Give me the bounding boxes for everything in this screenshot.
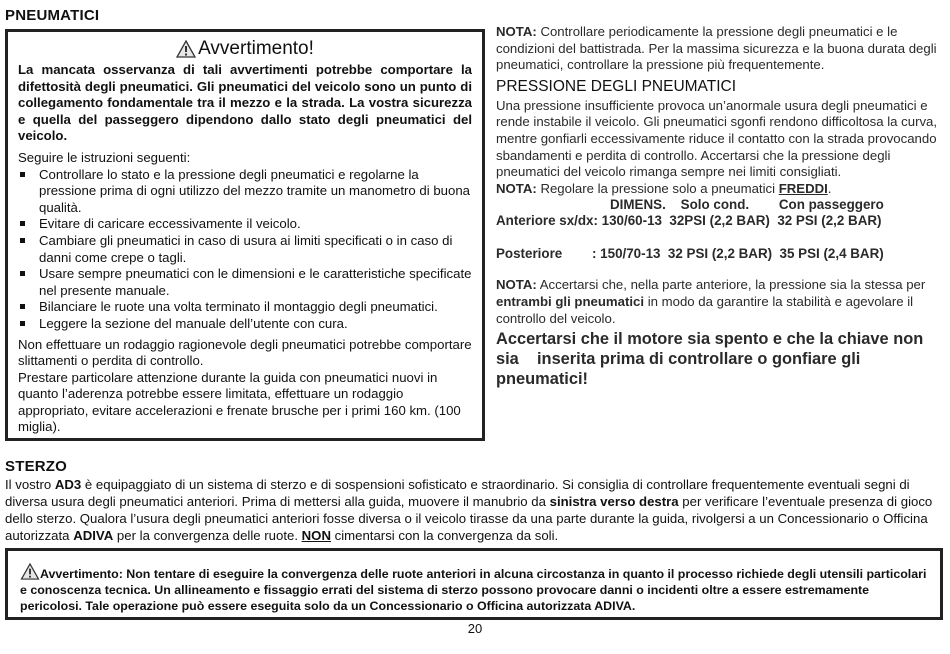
nota-label: NOTA: <box>496 180 537 196</box>
pressure-text: Una pressione insufficiente provoca un’anormale usura degli pneumatici e rende instabile il veicolo. Gli pneumatici sgonfi rendono difficoltosa la curva, mentre gonfiarli eccessivamente riduce il contatto con la strada provocando sbandamenti e perdita di controllo. Accertarsi che la pressione degli pneumatici del veicolo rimanga sempre nei limiti consigliati. <box>496 97 938 180</box>
nota-cold-tyres <box>496 181 944 198</box>
bullet-item: Leggere la sezione del manuale dell’utente con cura. <box>18 316 472 333</box>
warning-title-text: Avvertimento! <box>198 38 314 59</box>
break-in-paragraph: Non effettuare un rodaggio ragionevole degli pneumatici potrebbe comportare slittamenti o perdita di controllo. <box>18 336 472 369</box>
bullet-item: Bilanciare le ruote una volta terminato il montaggio degli pneumatici. <box>18 299 472 316</box>
nota-text: in modo da garantire la stabilità e agevolare il controllo del veicolo. <box>496 293 914 326</box>
page-number: 20 <box>467 621 483 636</box>
warning-bullet-list <box>18 167 472 333</box>
nota-label: NOTA: <box>496 24 537 39</box>
engine-off-warning: Accertarsi che il motore sia spento e che la chiave non sia inserita prima di controllare o gonfiare gli pneumatici! <box>496 330 928 389</box>
bullet-item: Controllare lo stato e la pressione degli pneumatici e regolarne la pressione prima di ogni utilizzo del mezzo tramite un manometro di buona qualità. <box>18 167 472 217</box>
nota-text: Controllare periodicamente la pressione degli pneumatici e le condizioni del battistrada. Per la massima sicurezza e la buona durata degli pneumatici, controllare la pressione più frequentemente. <box>496 24 937 73</box>
new-tyres-paragraph: Prestare particolare attenzione durante la guida con pneumatici nuovi in quanto l’aderenza potrebbe essere limitata, effettuare un rodaggio appropriato, evitare accelerazioni e frenate brusche per i primi 160 km. (100 miglia). <box>18 369 461 435</box>
nota-front-pressure <box>496 277 944 327</box>
nota-text: Regolare la pressione solo a pneumatici <box>536 180 779 196</box>
pressure-table-front: Anteriore sx/dx: 130/60-13 32PSI (2,2 BAR) 32 PSI (2,2 BAR) <box>496 213 882 229</box>
steering-text: per verificare l’eventuale presenza di gioco dello sterzo. Qualora l’usura degli pneumatici anteriori fosse diversa o il veicolo tirasse da una parte durante la guida, rivolgersi a un Concessionario o Officina autorizzata <box>5 494 933 543</box>
non-emphasis: NON <box>301 528 331 543</box>
warning-triangle-icon <box>176 40 196 58</box>
nota-text: . <box>827 180 832 196</box>
bullet-item: Cambiare gli pneumatici in caso di usura ai limiti specificati o in caso di danni come crepe o tagli. <box>18 233 472 266</box>
tyres-heading: PNEUMATICI <box>5 7 100 24</box>
nota-check-pressure <box>496 24 944 74</box>
both-tyres-emphasis: entrambi gli pneumatici <box>496 293 645 309</box>
steering-text: cimentarsi con la convergenza da soli. <box>330 528 559 543</box>
warning-intro: Seguire le istruzioni seguenti: <box>18 149 191 165</box>
warning-triangle-icon <box>20 563 40 580</box>
bullet-item: Usare sempre pneumatici con le dimensioni e le caratteristiche specificate nel presente manuale. <box>18 266 472 299</box>
nota-label: NOTA: <box>496 277 537 293</box>
cold-emphasis: FREDDI <box>778 180 828 196</box>
right-column <box>496 24 944 389</box>
pressure-table-rear: Posteriore : 150/70-13 32 PSI (2,2 BAR) 35 PSI (2,4 BAR) <box>496 246 884 262</box>
warning-bold-text: La mancata osservanza di tali avvertimenti potrebbe comportare la difettosità degli pneumatici. Gli pneumatici del veicolo sono un punto di collegamento fondamentale tra il mezzo e la strada. La vostra sicurezza e quella del passeggero dipendono dallo stato degli pneumatici del veicolo. <box>18 62 472 144</box>
steering-text: Il vostro <box>5 477 55 492</box>
direction-emphasis: sinistra verso destra <box>549 494 679 509</box>
brand-name: ADIVA <box>73 528 114 543</box>
steering-warning-box <box>5 548 943 620</box>
model-name: AD3 <box>54 477 82 492</box>
pressure-table-header: DIMENS. Solo cond. Con passeggero <box>610 197 884 213</box>
steering-paragraph <box>5 476 943 544</box>
steering-heading: STERZO <box>5 458 68 475</box>
steering-warning-text: Avvertimento: Non tentare di eseguire la convergenza delle ruote anteriori in alcuna circostanza in quanto il processo richiede degli utensili particolari e conoscenza tecnica. Un allineamento e fissaggio errati del sistema di sterzo possono provocare danni o incidenti oltre a essere estremamente pericolosi. Tale operazione può essere eseguita solo da un Concessionario o Officina autorizzata ADIVA. <box>20 567 927 613</box>
steering-text: è equipaggiato di un sistema di sterzo e di sospensioni sofisticato e straordinario. Si consiglia di controllare frequentemente eventuali segni di diversa usura degli pneumatici anteriori. Prima di mettersi alla guida, muovere il manubrio da <box>5 477 910 509</box>
bullet-item: Evitare di caricare eccessivamente il veicolo. <box>18 216 472 233</box>
steering-warning-text-wrap <box>20 563 930 614</box>
pressure-heading: PRESSIONE DEGLI PNEUMATICI <box>496 77 737 95</box>
steering-text: per la convergenza delle ruote. <box>113 528 302 543</box>
warning-title <box>18 38 472 60</box>
tyres-warning-box <box>5 29 485 441</box>
nota-text: Accertarsi che, nella parte anteriore, la pressione sia la stessa per <box>536 277 926 293</box>
